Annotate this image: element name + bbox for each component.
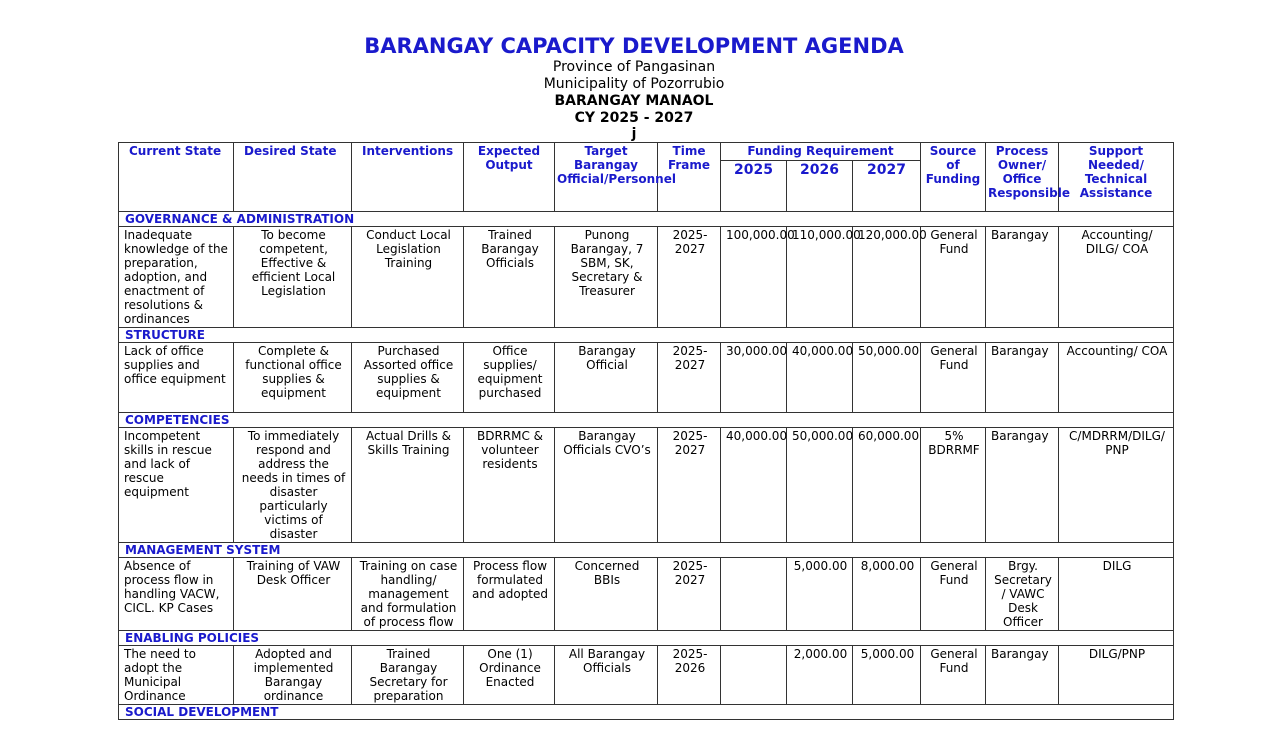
cell-desired: Adopted and implemented Barangay ordinance xyxy=(234,646,352,705)
cell-interventions: Training on case handling/ management and formulation of process flow xyxy=(352,558,464,631)
cell-desired: To immediately respond and address the needs in times of disaster particularly victims of disaster xyxy=(234,428,352,543)
cell-2026: 50,000.00 xyxy=(787,428,853,543)
col-interventions: Interventions xyxy=(352,143,464,212)
cell-2026: 2,000.00 xyxy=(787,646,853,705)
cell-current: The need to adopt the Municipal Ordinance xyxy=(119,646,234,705)
cell-support: DILG xyxy=(1059,558,1174,631)
cell-output: One (1) Ordinance Enacted xyxy=(464,646,555,705)
col-funding: Funding Requirement xyxy=(721,143,921,161)
cell-interventions: Trained Barangay Secretary for preparation xyxy=(352,646,464,705)
section-header: COMPETENCIES xyxy=(119,413,1174,428)
cell-support: C/MDRRM/DILG/ PNP xyxy=(1059,428,1174,543)
cell-target: Concerned BBIs xyxy=(555,558,658,631)
cell-owner: Brgy. Secretary / VAWC Desk Officer xyxy=(986,558,1059,631)
cell-output: Office supplies/ equipment purchased xyxy=(464,343,555,413)
cell-support: Accounting/ COA xyxy=(1059,343,1174,413)
cell-2026: 110,000.00 xyxy=(787,227,853,328)
cell-interventions: Actual Drills & Skills Training xyxy=(352,428,464,543)
cell-output: Process flow formulated and adopted xyxy=(464,558,555,631)
cell-2025: 100,000.00 xyxy=(721,227,787,328)
cell-output: BDRRMC & volunteer residents xyxy=(464,428,555,543)
cell-2027: 50,000.00 xyxy=(853,343,921,413)
col-time-frame: Time Frame xyxy=(658,143,721,212)
table-row xyxy=(119,646,1174,705)
cell-interventions: Purchased Assorted office supplies & equipment xyxy=(352,343,464,413)
cy-line: CY 2025 - 2027 xyxy=(574,110,694,126)
cell-current: Incompetent skills in rescue and lack of rescue equipment xyxy=(119,428,234,543)
cell-2025: 40,000.00 xyxy=(721,428,787,543)
cell-owner: Barangay xyxy=(986,646,1059,705)
barangay-line: BARANGAY MANAOL xyxy=(554,93,714,109)
col-owner: Process Owner/ Office Responsible xyxy=(986,143,1059,212)
cell-source: General Fund xyxy=(921,343,986,413)
cell-current: Inadequate knowledge of the preparation, adoption, and enactment of resolutions & ordinances xyxy=(119,227,234,328)
capacity-agenda-table xyxy=(118,142,1174,720)
cell-support: DILG/PNP xyxy=(1059,646,1174,705)
section-header: ENABLING POLICIES xyxy=(119,631,1174,646)
cell-time: 2025-2027 xyxy=(658,343,721,413)
col-year-2026: 2026 xyxy=(787,161,853,212)
cell-source: General Fund xyxy=(921,227,986,328)
table-row xyxy=(119,428,1174,543)
document-title: BARANGAY CAPACITY DEVELOPMENT AGENDA xyxy=(364,34,904,58)
cell-2025: 30,000.00 xyxy=(721,343,787,413)
cell-owner: Barangay xyxy=(986,428,1059,543)
cell-source: General Fund xyxy=(921,558,986,631)
cell-time: 2025-2026 xyxy=(658,646,721,705)
col-expected-output: Expected Output xyxy=(464,143,555,212)
col-source: Source of Funding xyxy=(921,143,986,212)
section-header: STRUCTURE xyxy=(119,328,1174,343)
cell-2027: 60,000.00 xyxy=(853,428,921,543)
section-header: GOVERNANCE & ADMINISTRATION xyxy=(119,212,1174,227)
table-row xyxy=(119,558,1174,631)
cell-time: 2025-2027 xyxy=(658,428,721,543)
cell-target: Barangay Officials CVO’s xyxy=(555,428,658,543)
municipality-line: Municipality of Pozorrubio xyxy=(543,76,725,92)
cell-output: Trained Barangay Officials xyxy=(464,227,555,328)
cell-desired: Training of VAW Desk Officer xyxy=(234,558,352,631)
cell-time: 2025-2027 xyxy=(658,558,721,631)
stray-character: j xyxy=(631,126,637,142)
cell-2026: 40,000.00 xyxy=(787,343,853,413)
cell-target: All Barangay Officials xyxy=(555,646,658,705)
cell-desired: To become competent, Effective & efficient Local Legislation xyxy=(234,227,352,328)
section-header: MANAGEMENT SYSTEM xyxy=(119,543,1174,558)
cell-2025 xyxy=(721,646,787,705)
cell-2027: 8,000.00 xyxy=(853,558,921,631)
table-row xyxy=(119,227,1174,328)
cell-2027: 5,000.00 xyxy=(853,646,921,705)
col-year-2025: 2025 xyxy=(721,161,787,212)
col-support: Support Needed/ Technical Assistance xyxy=(1059,143,1174,212)
table-row xyxy=(119,343,1174,413)
cell-desired: Complete & functional office supplies & equipment xyxy=(234,343,352,413)
col-desired-state: Desired State xyxy=(234,143,352,212)
province-line: Province of Pangasinan xyxy=(552,59,716,75)
cell-source: 5% BDRRMF xyxy=(921,428,986,543)
cell-support: Accounting/ DILG/ COA xyxy=(1059,227,1174,328)
cell-target: Punong Barangay, 7 SBM, SK, Secretary & Treasurer xyxy=(555,227,658,328)
cell-interventions: Conduct Local Legislation Training xyxy=(352,227,464,328)
cell-current: Lack of office supplies and office equipment xyxy=(119,343,234,413)
col-year-2027: 2027 xyxy=(853,161,921,212)
cell-current: Absence of process flow in handling VACW, CICL. KP Cases xyxy=(119,558,234,631)
cell-owner: Barangay xyxy=(986,343,1059,413)
cell-target: Barangay Official xyxy=(555,343,658,413)
section-header: SOCIAL DEVELOPMENT xyxy=(119,705,1174,720)
cell-owner: Barangay xyxy=(986,227,1059,328)
cell-source: General Fund xyxy=(921,646,986,705)
col-current-state: Current State xyxy=(119,143,234,212)
cell-time: 2025-2027 xyxy=(658,227,721,328)
cell-2027: 120,000.00 xyxy=(853,227,921,328)
cell-2025 xyxy=(721,558,787,631)
col-target: Target Barangay Official/Personnel xyxy=(555,143,658,212)
cell-2026: 5,000.00 xyxy=(787,558,853,631)
